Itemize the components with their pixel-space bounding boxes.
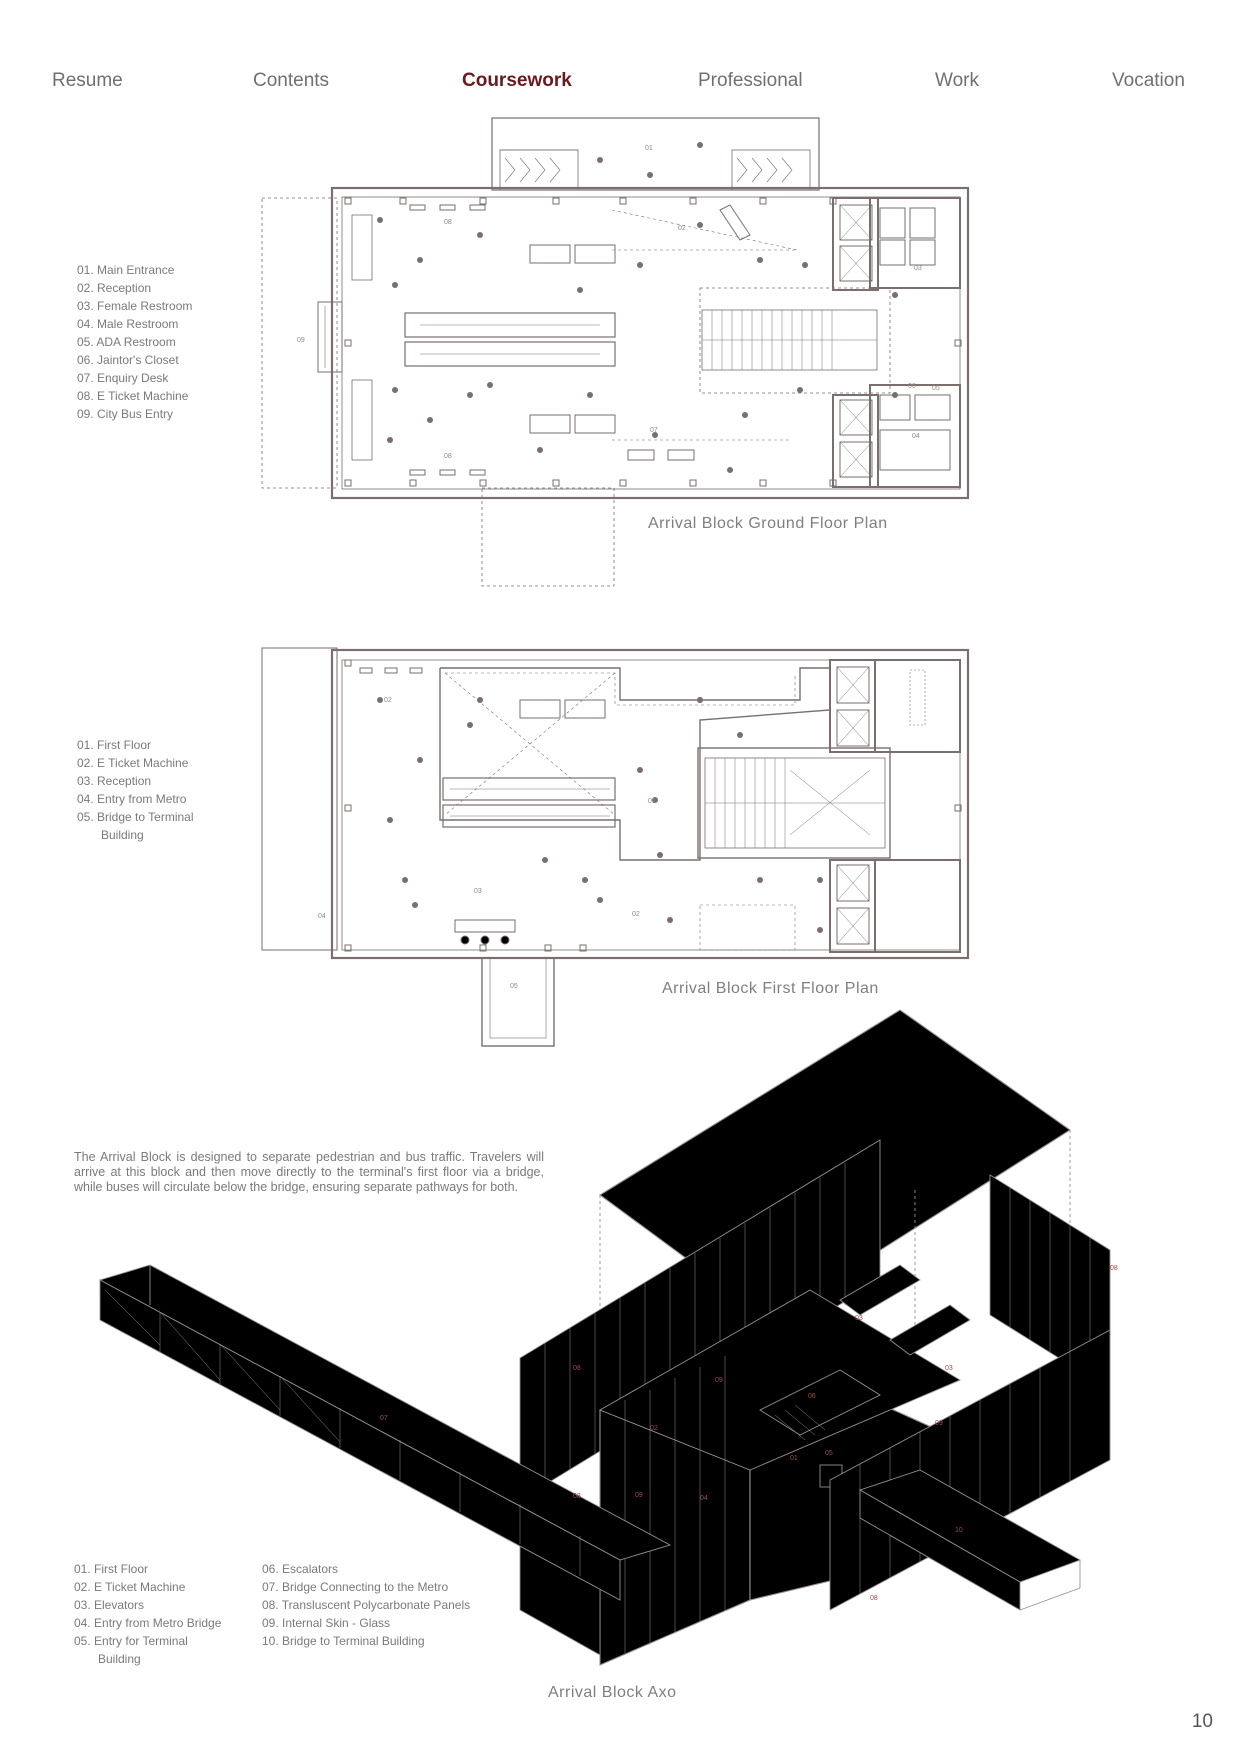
- axo-tag-05: 05: [825, 1450, 833, 1457]
- legend-item: 04. Entry from Metro: [77, 792, 187, 806]
- legend-item: 04. Male Restroom: [77, 317, 179, 331]
- axo-description: The Arrival Block is designed to separate pedestrian and bus traffic. Travelers will arrive at this block and then move directly to the terminal's first floor via a bridge, while buses will circulate below the bridge, ensuring separate pathways for both.: [74, 1150, 544, 1194]
- nav-contents[interactable]: Contents: [253, 70, 330, 91]
- legend-item: 06. Jaintor's Closet: [77, 353, 179, 367]
- legend-item: 08. Transluscent Polycarbonate Panels: [262, 1598, 471, 1612]
- page-number: 10: [1191, 1711, 1213, 1732]
- legend-item: 05. Entry for Terminal: [74, 1634, 188, 1648]
- legend-item: 02. E Ticket Machine: [77, 756, 189, 770]
- legend-item: 03. Reception: [77, 774, 152, 788]
- gf-tag-02: 02: [678, 225, 686, 232]
- legend-item: 09. City Bus Entry: [77, 407, 174, 421]
- axo-tag-07: 07: [380, 1415, 388, 1422]
- gf-tag-06: 06: [908, 383, 916, 390]
- axo-tag-03b: 03: [945, 1365, 953, 1372]
- gf-tag-08a: 08: [444, 219, 452, 226]
- axo-caption: Arrival Block Axo: [548, 1684, 677, 1701]
- gf-tag-07: 07: [650, 427, 658, 434]
- gf-tag-01: 01: [645, 145, 653, 152]
- gf-tag-05: 05: [932, 385, 940, 392]
- legend-item: 07. Bridge Connecting to the Metro: [262, 1580, 449, 1594]
- axo-tag-03a: 03: [855, 1315, 863, 1322]
- axo-tag-09b: 09: [635, 1492, 643, 1499]
- legend-item: 06. Escalators: [262, 1562, 339, 1576]
- axo-tag-01: 01: [790, 1455, 798, 1462]
- first-floor-caption: Arrival Block First Floor Plan: [662, 980, 879, 997]
- first-floor-legend: [77, 736, 194, 844]
- ff-tag-04: 04: [318, 913, 326, 920]
- nav-vocation[interactable]: Vocation: [1112, 70, 1185, 91]
- legend-item: 03. Elevators: [74, 1598, 145, 1612]
- axo-tag-08b: 08: [573, 1365, 581, 1372]
- axo-tag-10: 10: [955, 1527, 963, 1534]
- legend-item: 10. Bridge to Terminal Building: [262, 1634, 425, 1648]
- legend-item: 05. Bridge to Terminal: [77, 810, 194, 824]
- nav-professional[interactable]: Professional: [698, 70, 803, 91]
- axo-tag-04: 04: [700, 1495, 708, 1502]
- ground-floor-legend: [77, 261, 192, 423]
- legend-item-cont: Building: [101, 828, 144, 842]
- legend-item: 08. E Ticket Machine: [77, 389, 189, 403]
- ff-tag-02b: 02: [632, 911, 640, 918]
- gf-tag-04: 04: [912, 433, 920, 440]
- axo-legend-right: [262, 1560, 470, 1650]
- gf-tag-08b: 08: [444, 453, 452, 460]
- axo-tag-08c: 08: [573, 1493, 581, 1500]
- axo-tag-06: 06: [808, 1393, 816, 1400]
- nav-coursework[interactable]: Coursework: [462, 70, 572, 91]
- legend-item: 04. Entry from Metro Bridge: [74, 1616, 222, 1630]
- legend-item: 02. E Ticket Machine: [74, 1580, 186, 1594]
- legend-item: 01. Main Entrance: [77, 263, 175, 277]
- axo-drawing: [100, 1010, 1110, 1665]
- ground-floor-caption: Arrival Block Ground Floor Plan: [648, 515, 888, 532]
- gf-tag-09: 09: [297, 337, 305, 344]
- legend-item-cont: Building: [98, 1652, 141, 1666]
- ff-tag-03: 03: [474, 888, 482, 895]
- ff-tag-05: 05: [510, 983, 518, 990]
- axo-tag-02: 02: [650, 1425, 658, 1432]
- legend-item: 01. First Floor: [74, 1562, 149, 1576]
- legend-item: 02. Reception: [77, 281, 152, 295]
- legend-item: 09. Internal Skin - Glass: [262, 1616, 391, 1630]
- legend-item: 05. ADA Restroom: [77, 335, 176, 349]
- axo-tag-08d: 08: [870, 1595, 878, 1602]
- ff-tag-02a: 02: [384, 697, 392, 704]
- axo-tag-09a: 09: [715, 1377, 723, 1384]
- nav-resume[interactable]: Resume: [52, 70, 123, 91]
- nav-work[interactable]: Work: [935, 70, 979, 91]
- ff-tag-01: 01: [648, 798, 656, 805]
- legend-item: 03. Female Restroom: [77, 299, 193, 313]
- axo-tag-09c: 09: [935, 1420, 943, 1427]
- axo-legend-left: [74, 1560, 221, 1668]
- legend-item: 07. Enquiry Desk: [77, 371, 169, 385]
- legend-item: 01. First Floor: [77, 738, 152, 752]
- gf-tag-03: 03: [914, 265, 922, 272]
- axo-tag-08a: 08: [1110, 1265, 1118, 1272]
